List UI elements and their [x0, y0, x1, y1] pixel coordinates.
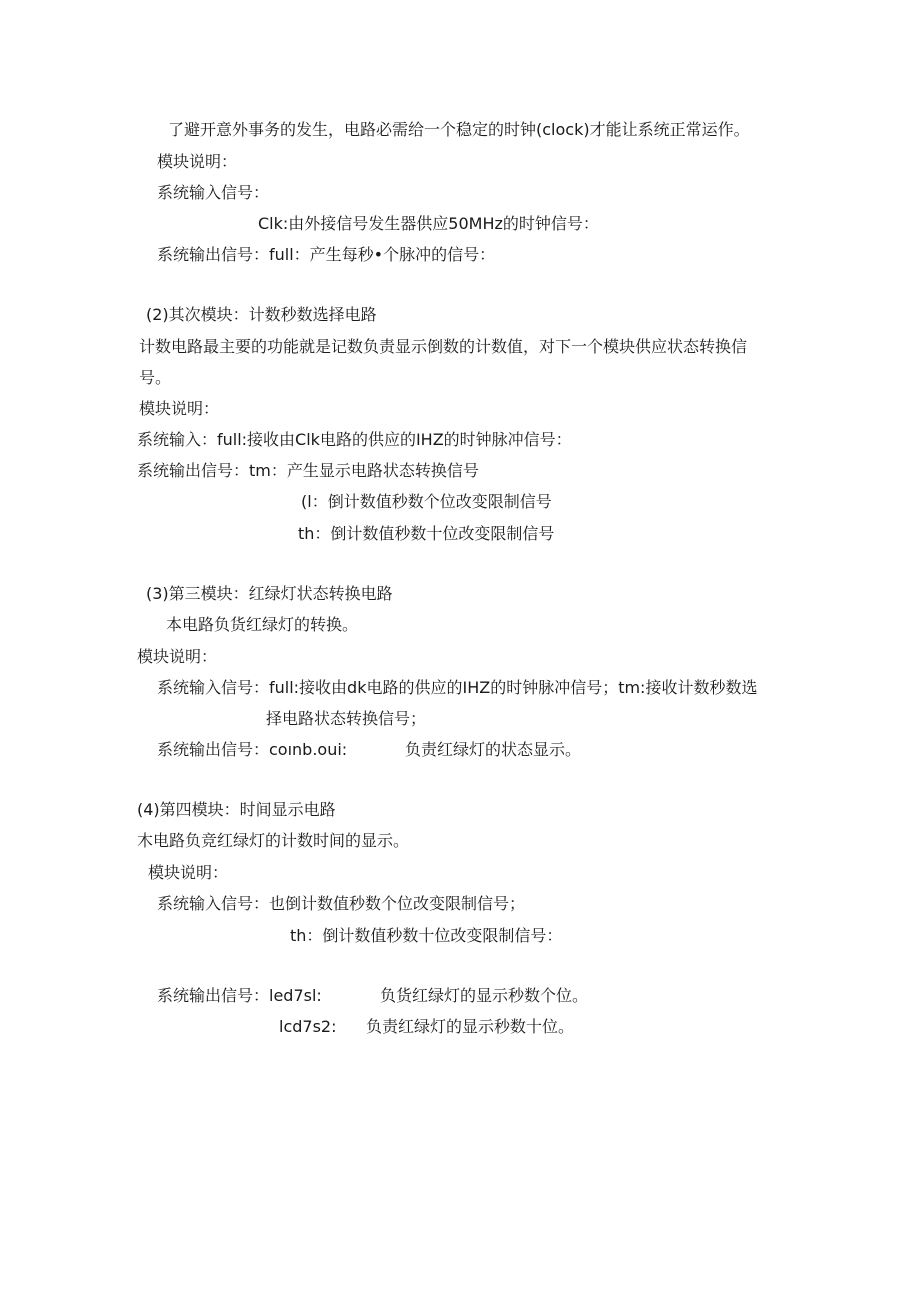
module-2-input-line: 系统输入：full:接收由Clk电路的供应的IHZ的时钟脉冲信号： — [137, 430, 572, 449]
module-3-output-label: 系统输出信号：coınb.oui: — [157, 740, 348, 759]
module-4-output-description-2: 负责红绿灯的显示秒数十位。 — [366, 1017, 575, 1036]
module-3-output-description: 负责红绿灯的状态显示。 — [405, 740, 582, 759]
module-4-heading: (4)第四模块：时间显示电路 — [137, 800, 336, 819]
module-description-heading: 模块说明： — [148, 863, 229, 882]
module-description-heading: 模块说明： — [137, 647, 218, 666]
module-3-input-line-1: 系统输入信号：full:接收由dk电路的供应的IHZ的时钟脉冲信号；tm:接收计数秒数选 — [157, 678, 758, 697]
module-3-input-line-2: 择电路状态转换信号； — [266, 709, 427, 728]
module-3-paragraph: 本电路负货红绿灯的转换。 — [166, 615, 359, 634]
module-2-output-line: 系统输出信号：tm：产生显示电路状态转换信号 — [137, 461, 479, 480]
module-2-output-tens: th：倒计数值秒数十位改变限制信号 — [298, 524, 555, 543]
system-output-line: 系统输出信号：full：产生每秒•个脉冲的信号： — [157, 245, 496, 264]
module-4-output-description-1: 负货红绿灯的显示秒数个位。 — [380, 986, 589, 1005]
module-4-input-line-1: 系统输入信号：也倒计数值秒数个位改变限制信号； — [157, 894, 526, 913]
module-4-paragraph: 木电路负竞红绿灯的计数时间的显示。 — [137, 831, 410, 850]
module-description-heading: 模块说明： — [157, 152, 238, 171]
module-4-output-label-1: 系统输出信号：led7sl: — [157, 986, 322, 1005]
module-4-output-label-2: lcd7s2: — [279, 1017, 337, 1036]
module-2-heading: (2)其次模块：计数秒数选择电路 — [146, 305, 377, 324]
module-2-paragraph-line-2: 号。 — [139, 368, 172, 387]
system-input-heading: 系统输入信号： — [157, 183, 270, 202]
clk-input-description: Clk:由外接信号发生器供应50MHz的时钟信号： — [258, 214, 599, 233]
module-3-heading: (3)第三模块：红绿灯状态转换电路 — [146, 584, 393, 603]
module-2-output-ones: (l：倒计数值秒数个位改变限制信号 — [301, 492, 552, 511]
intro-paragraph-line: 了避开意外事务的发生，电路必需给一个稳定的时钟(clock)才能让系统正常运作。 — [168, 120, 750, 139]
module-description-heading: 模块说明： — [139, 399, 220, 418]
module-4-input-line-2: th：倒计数值秒数十位改变限制信号： — [290, 926, 563, 945]
module-2-paragraph-line-1: 计数电路最主要的功能就是记数负责显示倒数的计数值，对下一个模块供应状态转换信 — [139, 337, 748, 356]
